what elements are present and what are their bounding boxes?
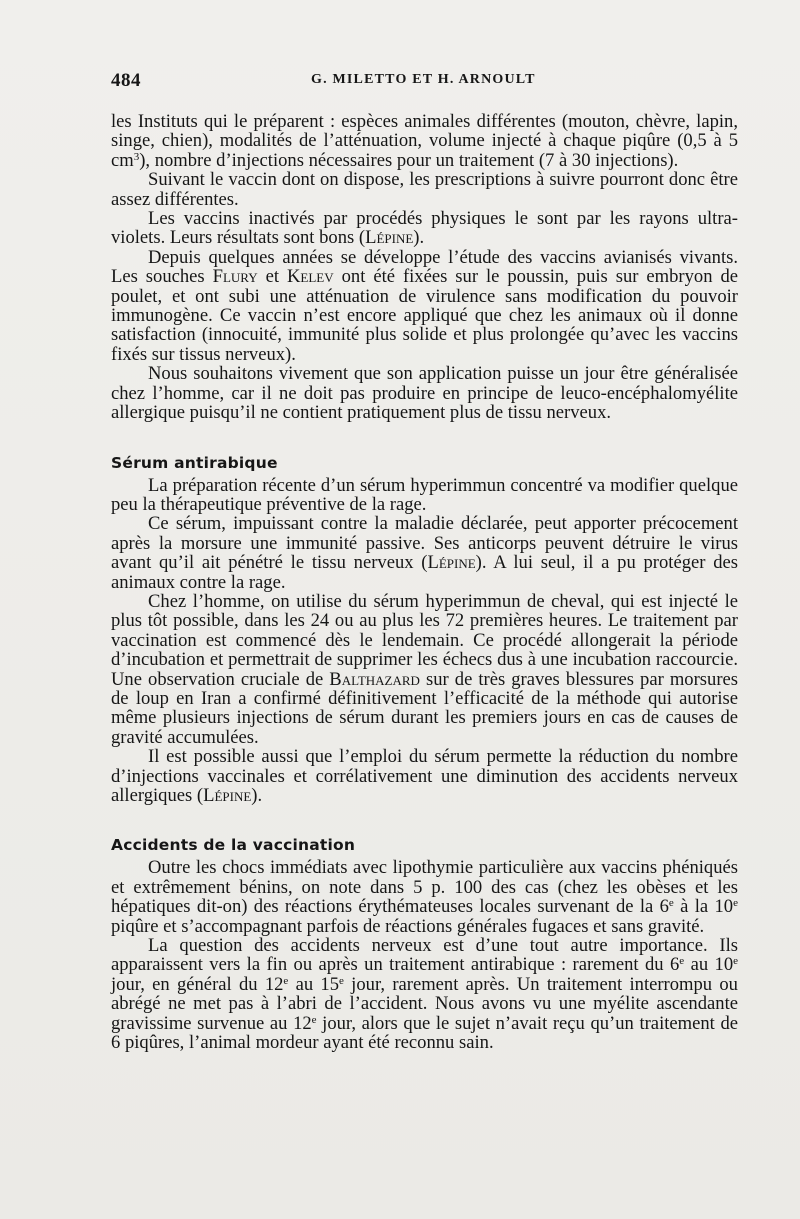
paragraph-text: sur de très graves blessures par morsures de loup en Iran a confirmé définitivement l’efficacité de la méthode qui autorise même plusieurs injections de sérum durant les premiers jours en cas de causes de gravité accumulées. <box>111 668 738 748</box>
paragraph-text: ). <box>251 785 263 806</box>
paragraph-text: ont été fixées sur le poussin, puis sur embryon de poulet, et ont subi une atténuation de virulence sans modification du pouvoir immunogène. Ce vaccin n’est encore appliqué que chez les animaux où il donne satisfaction (innocuité, immunité plus solide et plus prolongée qu’avec les vaccins fixés sur tissus nerveux). <box>111 266 739 365</box>
paragraph <box>111 592 738 747</box>
paragraph-text: La question des accidents nerveux est d’une tout autre importance. Ils apparaissent vers la fin ou après un traitement antirabique : rarement du 6 <box>111 935 738 976</box>
paragraph <box>111 209 738 248</box>
paragraph <box>111 248 738 364</box>
paragraph: Suivant le vaccin dont on dispose, les prescriptions à suivre pourront donc être assez différentes. <box>111 169 738 210</box>
paragraph-text: au 10 <box>684 954 734 976</box>
superscript: e <box>679 955 685 968</box>
section-heading-serum: Sérum antirabique <box>111 453 278 472</box>
paragraph-text: au 15 <box>288 973 340 995</box>
superscript: e <box>311 1013 317 1026</box>
paragraph-text: Les vaccins inactivés par procédés physiques le sont par les rayons ultra-violets. Leurs résultats sont bons ( <box>111 208 738 249</box>
paragraph: La préparation récente d’un sérum hyperimmun concentré va modifier quelque peu la thérapeutique préventive de la rage. <box>111 474 738 515</box>
author-reference: Lépine <box>365 227 414 249</box>
paragraph-text: Ce sérum, impuissant contre la maladie déclarée, peut apporter précocement après la morsure une immunité passive. Ses anticorps peuvent détruire le virus avant qu’il ait pénétré le tissu nerveux ( <box>111 513 738 574</box>
paragraph-text: à la 10 <box>673 896 734 918</box>
running-title-authors: G. MILETTO ET H. ARNOULT <box>311 72 536 87</box>
superscript: 3 <box>133 150 140 163</box>
paragraph: Nous souhaitons vivement que son application puisse un jour être généralisée chez l’homme, car il ne doit pas produire en principe de leuco-encéphalomyélite allergique puisqu’il ne contient pratiquement plus de tissu nerveux. <box>111 363 738 424</box>
paragraph-text: Il est possible aussi que l’emploi du sérum permette la réduction du nombre d’injections vaccinales et corrélativement une diminution des accidents nerveux allergiques ( <box>111 746 738 806</box>
superscript: e <box>668 897 674 910</box>
paragraph-text: jour, alors que le sujet n’avait reçu qu’un traitement de 6 piqûres, l’animal mordeur ayant été reconnu sain. <box>111 1012 738 1054</box>
paragraph <box>111 858 738 936</box>
paragraph <box>111 936 738 1052</box>
paragraph-text: ), nombre d’injections nécessaires pour un traitement (7 à 30 injections). <box>139 149 679 171</box>
paragraph-text: ). A lui seul, il a pu protéger des animaux contre la rage. <box>111 552 738 593</box>
author-reference: Lépine <box>427 552 476 574</box>
strain-name: Kelev <box>287 266 334 288</box>
paragraph <box>111 112 738 170</box>
strain-name: Flury <box>212 266 258 288</box>
paragraph-text: jour, en général du 12 <box>111 973 284 995</box>
paragraph-text: Outre les chocs immédiats avec lipothymie particulière aux vaccins phéniqués et extrêmement bénins, on note dans 5 p. 100 des cas (chez les obèses et les hépatiques dit-on) des réactions érythémateuses locales survenant de la 6 <box>111 857 738 918</box>
superscript: e <box>733 955 739 968</box>
page-number: 484 <box>111 70 141 91</box>
paragraph-text: ). <box>413 227 425 249</box>
section-heading-accidents: Accidents de la vaccination <box>111 836 356 855</box>
paragraph <box>111 514 738 592</box>
paragraph <box>111 747 738 805</box>
paragraph-text: piqûre et s’accompagnant parfois de réactions générales fugaces et sans gravité. <box>111 915 705 937</box>
superscript: e <box>283 974 289 987</box>
paragraph-text: Depuis quelques années se développe l’étude des vaccins avianisés vivants. Les souches <box>111 246 738 288</box>
author-reference: Lépine <box>203 785 252 806</box>
paragraph-text: Chez l’homme, on utilise du sérum hyperimmun de cheval, qui est injecté le plus tôt possible, dans les 24 ou au plus les 72 premières heures. Le traitement par vaccination est commencé dès le lendemain. Ce procédé allongerait la période d’incubation et permettrait de supprimer les échecs dus à une incubation raccourcie. Une observation cruciale de <box>111 590 738 690</box>
running-header <box>111 64 738 94</box>
paragraph-text: jour, rarement après. Un traitement interrompu ou abrégé ne met pas à l’abri de l’accident. Nous avons vu une myélite ascendante gravissime survenue au 12 <box>111 973 738 1034</box>
superscript: e <box>339 974 344 987</box>
paragraph-text: et <box>257 266 287 288</box>
superscript: e <box>733 897 738 910</box>
paragraph-text: les Instituts qui le préparent : espèces animales différentes (mouton, chèvre, lapin, singe, chien), modalités de l’atténuation, volume injecté à chaque piqûre (0,5 à 5 cm <box>111 111 738 171</box>
author-reference: Balthazard <box>329 668 420 690</box>
